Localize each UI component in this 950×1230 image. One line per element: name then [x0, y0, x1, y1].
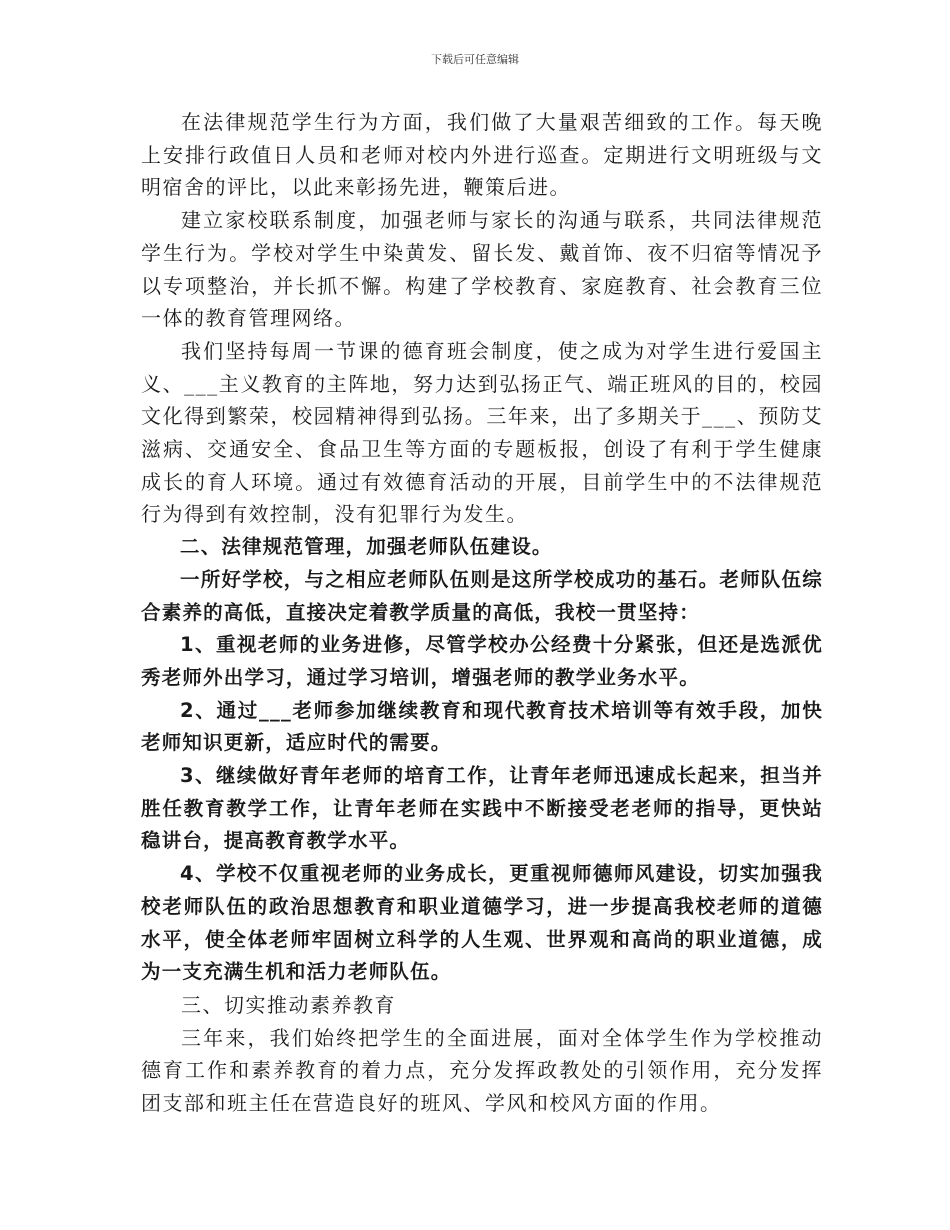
- list-item-1: 1、重视老师的业务进修，尽管学校办公经费十分紧张，但还是选派优秀老师外出学习，通过学习培训，增强老师的教学业务水平。: [141, 633, 823, 689]
- paragraph-home-school-contact: 建立家校联系制度，加强老师与家长的沟通与联系，共同法律规范学生行为。学校对学生中染黄发、留长发、戴首饰、夜不归宿等情况予以专项整治，并长抓不懈。构建了学校教育、家庭教育、社会教育三位一体的教育管理网络。: [141, 208, 823, 331]
- paragraph-good-school: 一所好学校，与之相应老师队伍则是这所学校成功的基石。老师队伍综合素养的高低，直接决定着教学质量的高低，我校一贯坚持：: [141, 567, 823, 624]
- list-item-4: 4、学校不仅重视老师的业务成长，更重视师德师风建设，切实加强我校老师队伍的政治思想教育和职业道德学习，进一步提高我校老师的道德水平，使全体老师牢固树立科学的人生观、世界观和高尚的职业道德，成为一支充满生机和活力老师队伍。: [141, 862, 823, 984]
- list-item-3: 3、继续做好青年老师的培育工作，让青年老师迅速成长起来，担当并胜任教育教学工作，让青年老师在实践中不断接受老老师的指导，更快站稳讲台，提高教育教学水平。: [141, 764, 823, 853]
- section-heading-quality-education: 三、切实推动素养教育: [181, 992, 396, 1017]
- paragraph-moral-class-meeting: 我们坚持每周一节课的德育班会制度，使之成为对学生进行爱国主义、___主义教育的主阵地，努力达到弘扬正气、端正班风的目的，校园文化得到繁荣，校园精神得到弘扬。三年来，出了多期关于___、预防艾滋病、交通安全、食品卫生等方面的专题板报，创设了有利于学生健康成长的育人环境。通过有效德育活动的开展，目前学生中的不法律规范行为得到有效控制，没有犯罪行为发生。: [141, 338, 823, 527]
- document-body: [141, 106, 823, 1120]
- page-header: 下载后可任意编辑: [431, 53, 519, 66]
- paragraph-behavior-norms: 在法律规范学生行为方面，我们做了大量艰苦细致的工作。每天晚上安排行政值日人员和老师对校内外进行巡查。定期进行文明班级与文明宿舍的评比，以此来彰扬先进，鞭策后进。: [141, 110, 823, 200]
- list-item-2: 2、通过___老师参加继续教育和现代教育技术培训等有效手段，加快老师知识更新，适应时代的需要。: [141, 698, 823, 755]
- paragraph-three-years: 三年来，我们始终把学生的全面进展，面对全体学生作为学校推动德育工作和素养教育的着力点，充分发挥政教处的引领作用，充分发挥团支部和班主任在营造良好的班风、学风和校风方面的作用。: [141, 1025, 823, 1116]
- section-heading-teacher-team: 二、法律规范管理，加强老师队伍建设。: [180, 535, 553, 559]
